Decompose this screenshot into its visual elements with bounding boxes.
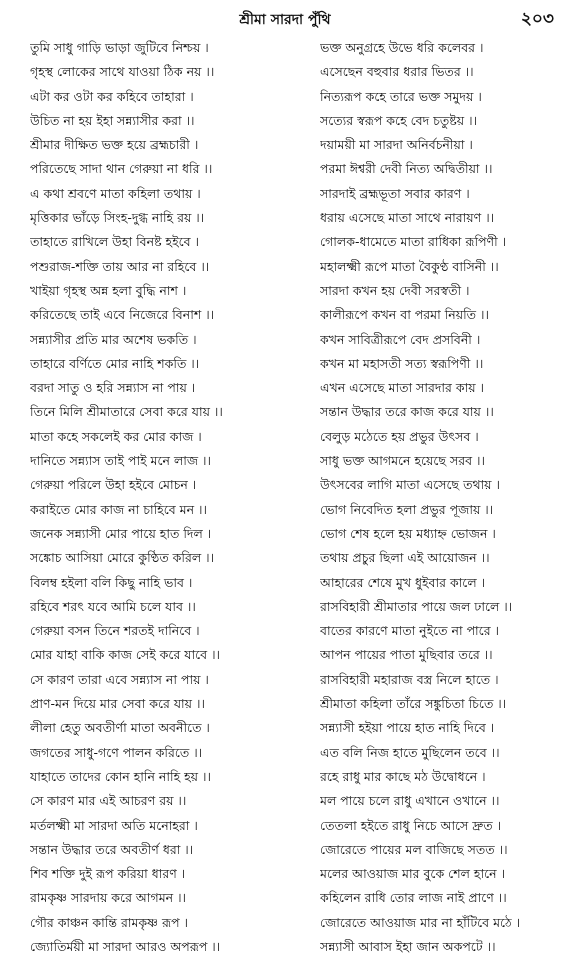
verse-line: গৃহস্থ লোকের সাথে যাওয়া ঠিক নয় ।।	[30, 64, 215, 80]
verse-line: খাইয়া গৃহস্থ অন্ন হলা বুদ্ধি নাশ ।	[30, 282, 187, 298]
verse-line: জোরেতে পায়ের মল বাজিছে সতত ।।	[320, 841, 508, 857]
verse-line: সারদা কখন হয় দেবী সরস্বতী ।	[320, 282, 470, 298]
verse-line: ধরায় এসেছে মাতা সাথে নারায়ণ ।।	[320, 210, 495, 226]
verse-line: দানিতে সন্ন্যাস তাই পাই মনে লাজ ।।	[30, 453, 211, 469]
verse-line: পরিতেছে সাদা থান গেরুয়া না ধরি ।।	[30, 161, 213, 177]
verse-line: বেলুড় মঠেতে হয় প্রভুর উৎসব ।	[320, 428, 479, 444]
verse-line: সাধু ভক্ত আগমনে হয়েছে সরব ।।	[320, 453, 485, 469]
verse-line: সন্তান উদ্ধার তরে অবতীর্ণ ধরা ।।	[30, 841, 194, 857]
verse-line: রাসবিহারী মহারাজ বস্ত্র নিলে হাতে ।	[320, 671, 499, 687]
verse-line: মলের আওয়াজ মার বুকে শেল হানে ।	[320, 866, 506, 882]
verse-line: সারদাই ব্রহ্মভূতা সবার কারণ ।	[320, 185, 470, 201]
verse-line: গেরুয়া বসন তিনে শরতই দানিবে ।	[30, 623, 200, 639]
verse-line: উৎসবের লাগি মাতা এসেছে তথায় ।	[320, 477, 500, 493]
verse-line: তাহাতে রাখিলে উহা বিনষ্ট হইবে ।	[30, 234, 200, 250]
verse-line: উচিত না হয় ইহা সন্ন্যাসীর করা ।।	[30, 112, 195, 128]
verse-line: তেতলা হইতে রাধু নিচে আসে দ্রুত ।	[320, 817, 502, 833]
verse-line: সন্ন্যাসীর প্রতি মার অশেষ ভকতি ।	[30, 331, 197, 347]
verse-line: কালীরূপে কখন বা পরমা নিয়তি ।।	[320, 307, 489, 323]
verse-line: ভক্ত অনুগ্রহে উভে ধরি কলেবর ।	[320, 40, 484, 55]
verse-line: করাইতে মোর কাজ না চাহিবে মন ।।	[30, 501, 207, 517]
verse-line: সে কারণ মার এই আচরণ রয় ।।	[30, 793, 187, 809]
verse-line: আপন পায়ের পাতা মুছিবার তরে ।।	[320, 647, 493, 663]
verse-line: সে কারণ তারা এবে সন্ন্যাস না পায় ।	[30, 671, 209, 687]
verse-line: মৃত্তিকার ভাঁড়ে সিংহ-দুগ্ধ নাহি রয় ।।	[30, 210, 205, 226]
verse-line: সন্তান উদ্ধার তরে কাজ করে যায় ।।	[320, 404, 494, 420]
verse-line: রহে রাধু মার কাছে মঠ উদ্বোধনে ।	[320, 768, 486, 784]
verse-line: পরমা ঈশ্বরী দেবী নিত্য অদ্বিতীয়া ।।	[320, 161, 493, 177]
verse-line: শিব শক্তি দুই রূপ করিয়া ধারণ ।	[30, 866, 186, 882]
running-title: শ্রীমা সারদা পুঁথি	[239, 12, 331, 28]
page-number: ২০৩	[520, 9, 554, 29]
verse-line: লীলা হেতু অবতীর্ণা মাতা অবনীতে ।	[30, 720, 210, 736]
verse-line: মল পায়ে চলে রাধু এখানে ওখানে ।।	[320, 793, 500, 809]
verse-line: ভোগ নিবেদিত হলা প্রভুর পূজায় ।।	[320, 501, 494, 517]
verse-line: প্রাণ-মন দিয়ে মার সেবা করে যায় ।।	[30, 696, 205, 712]
verse-line: কহিলেন রাধি তোর লাজ নাই প্রাণে ।।	[320, 890, 507, 906]
verse-line: করিতেছে তাই এবে নিজেরে বিনাশ ।।	[30, 307, 215, 323]
verse-line: শ্রীমার দীক্ষিত ভক্ত হয়ে ব্রহ্মচারী ।	[30, 137, 199, 153]
verse-line: মর্তলক্ষ্মী মা সারদা অতি মনোহরা ।	[30, 817, 198, 833]
verse-line: রামকৃষ্ণ সারদায় করে আগমন ।।	[30, 890, 187, 906]
verse-line: পশুরাজ-শক্তি তায় আর না রহিবে ।।	[30, 258, 210, 274]
verse-line: মাতা কহে সকলেই কর মোর কাজ ।	[30, 428, 202, 444]
verse-line: কখন মা মহাসতী সত্য স্বরূপিণী ।।	[320, 355, 484, 371]
verse-line: রাসবিহারী শ্রীমাতার পায়ে জল ঢালে ।।	[320, 598, 513, 614]
verse-line: গৌর কাঞ্চন কান্তি রামকৃষ্ণ রূপ ।	[30, 914, 189, 930]
verse-line: আহারের শেষে মুখ ধুইবার কালে ।	[320, 574, 486, 590]
verse-line: জ্যোতির্ময়ী মা সারদা আরও অপরূপ ।।	[30, 938, 221, 954]
verse-line: বাতের কারণে মাতা নুইতে না পারে ।	[320, 623, 500, 639]
verse-line: নিত্যরূপ কহে তারে ভক্ত সমুদয় ।	[320, 88, 482, 104]
page-header	[0, 6, 570, 28]
verse-line: জগতের সাধু-গণে পালন করিতে ।।	[30, 744, 203, 760]
verse-line: তথায় প্রচুর ছিলা এই আয়োজন ।।	[320, 550, 490, 566]
verse-line: সত্যের স্বরূপ কহে বেদ চতুষ্টয় ।।	[320, 112, 478, 128]
verse-line: মোর যাহা বাকি কাজ সেই করে যাবে ।।	[30, 647, 221, 663]
verse-line: যাহাতে তাদের কোন হানি নাহি হয় ।।	[30, 768, 211, 784]
verse-line: এত বলি নিজ হাতে মুছিলেন তবে ।।	[320, 744, 500, 760]
verse-line: গোলক-ধামেতে মাতা রাধিকা রূপিণী ।	[320, 234, 507, 250]
verse-line: রহিবে শরৎ যবে আমি চলে যাব ।।	[30, 598, 196, 614]
verse-line: সন্ন্যাসী আবাস ইহা জান অকপটে ।।	[320, 938, 496, 954]
verse-line: সঙ্কোচ আসিয়া মোরে কুণ্ঠিত করিল ।।	[30, 550, 215, 566]
verse-line: জোরেতে আওয়াজ মার না হাঁটিবে মঠে ।	[320, 914, 521, 930]
verse-line: বিলম্ব হইলা বলি কিছু নাহি ভাব ।	[30, 574, 193, 590]
verse-line: কখন সাবিত্রীরূপে বেদ প্রসবিনী ।	[320, 331, 481, 347]
verse-line: এ কথা শ্রবণে মাতা কহিলা তথায় ।	[30, 185, 201, 201]
verse-line: সন্ন্যাসী হইয়া পায়ে হাত নাহি দিবে ।	[320, 720, 495, 736]
verse-line: মহালক্ষ্মী রূপে মাতা বৈকুণ্ঠ বাসিনী ।।	[320, 258, 499, 274]
verse-line: জনেক সন্ন্যাসী মোর পায়ে হাত দিল ।	[30, 525, 212, 541]
verse-line: তাহারে বর্ণিতে মোর নাহি শকতি ।।	[30, 355, 200, 371]
verse-line: গেরুয়া পরিলে উহা হইবে মোচন ।	[30, 477, 197, 493]
verse-line: এটা কর ওটা কর কহিবে তাহারা ।	[30, 88, 194, 104]
verse-line: ভোগ শেষ হলে হয় মধ্যাহ্ন ভোজন ।	[320, 525, 496, 541]
verse-line: বরদা সাতু ও হরি সন্ন্যাস না পায় ।	[30, 380, 196, 396]
verse-line: তিনে মিলি শ্রীমাতারে সেবা করে যায় ।।	[30, 404, 223, 420]
verse-line: এখন এসেছে মাতা সারদার কায় ।	[320, 380, 485, 396]
verse-line: এসেছেন বহুবার ধরার ভিতর ।।	[320, 64, 474, 80]
left-column	[30, 36, 270, 959]
verse-line: তুমি সাধু গাড়ি ভাড়া জুটিবে নিশ্চয় ।	[30, 40, 209, 55]
right-column	[320, 36, 560, 959]
verse-line: দয়াময়ী মা সারদা অনির্বচনীয়া ।	[320, 137, 473, 153]
verse-line: শ্রীমাতা কহিলা তাঁরে সঙ্কুচিতা চিতে ।।	[320, 696, 507, 712]
